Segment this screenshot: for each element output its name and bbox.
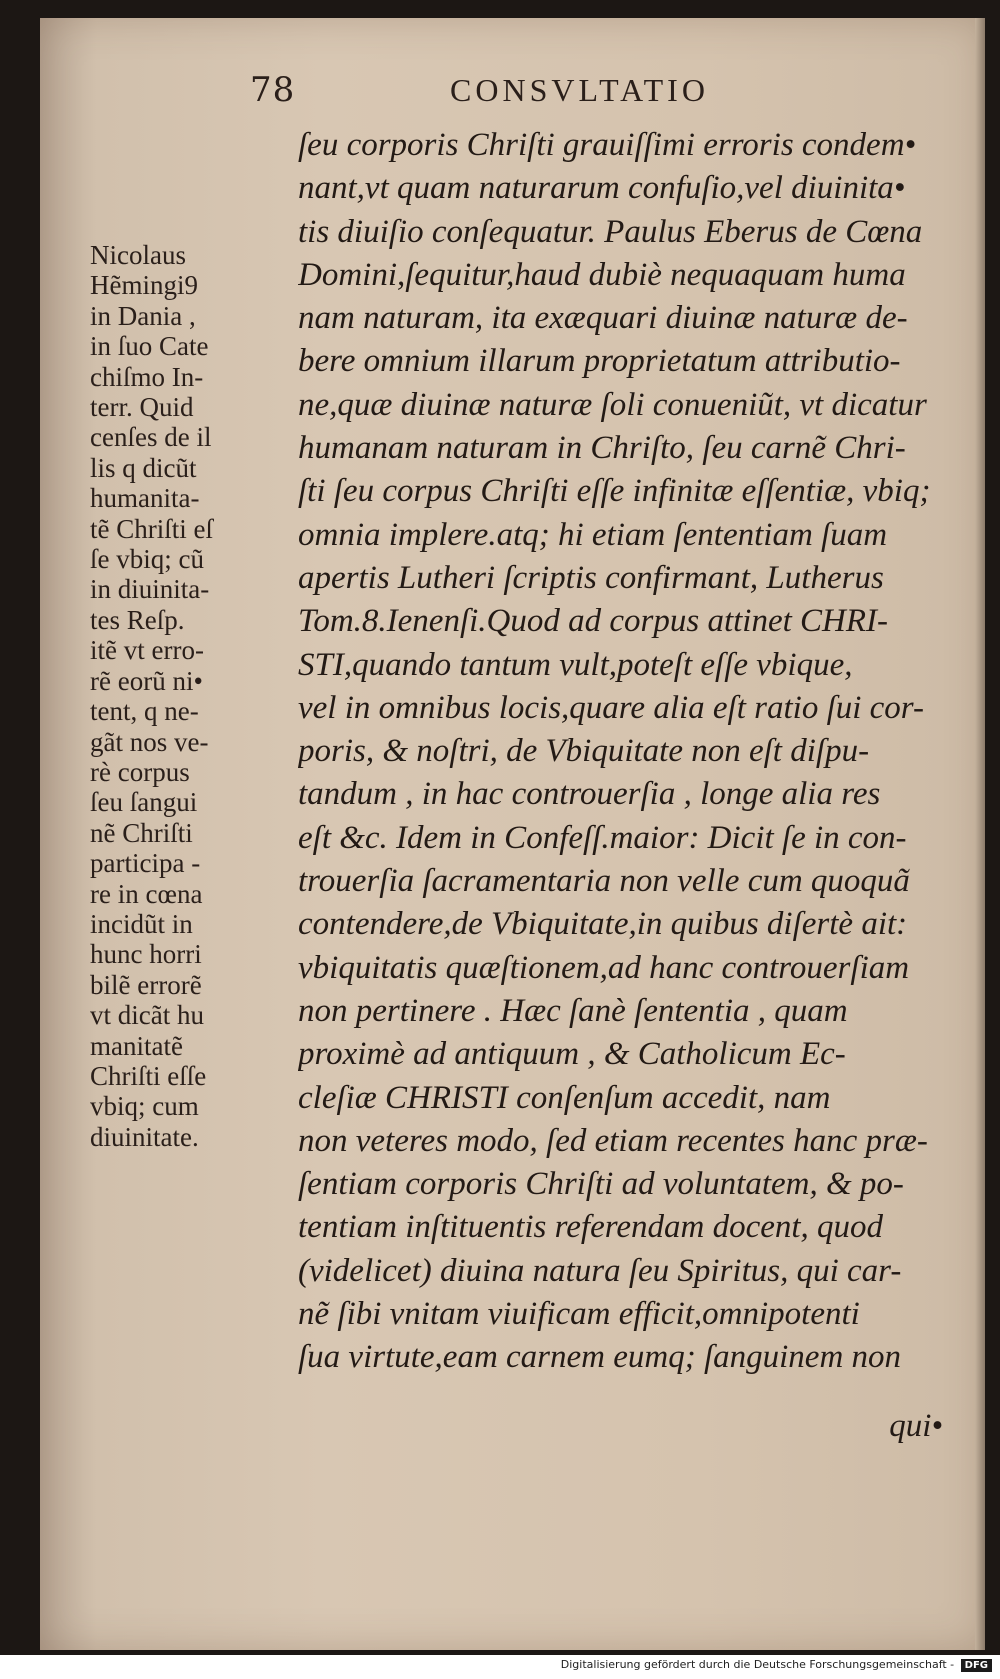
dfg-logo: DFG	[961, 1659, 992, 1672]
margin-note-line: gãt nos ve-	[90, 726, 209, 757]
book-page	[40, 18, 985, 1650]
body-text-line: Tom.8.Ienenſi.Quod ad corpus attinet CHRI-	[298, 603, 888, 640]
body-text-line: tentiam inſtituentis referendam docent, quod	[298, 1209, 884, 1246]
body-text-line: ſeu corporis Chriſti grauiſſimi erroris condem•	[298, 127, 917, 163]
page-number: 78	[250, 70, 296, 110]
body-text-line: nẽ ſibi vnitam viuificam efficit,omnipotenti	[298, 1296, 860, 1333]
margin-note-line: tent, q ne-	[90, 696, 199, 727]
body-text-line: STI,quando tantum vult,poteſt eſſe vbique,	[298, 646, 853, 683]
margin-note-line: tẽ Chriſti eſ	[90, 513, 213, 544]
body-text-line: Domini,ſequitur,haud dubiè nequaquam huma	[298, 256, 906, 293]
body-text-line: tis diuiſio conſequatur. Paulus Eberus de Cœna	[298, 213, 923, 250]
body-text-line: ne,quæ diuinæ naturæ ſoli conueniũt, vt dicatur	[298, 386, 927, 423]
body-text-line: ſua virtute,eam carnem eumq; ſanguinem non	[298, 1339, 902, 1376]
margin-note-line: Chriſti eſſe	[90, 1060, 207, 1091]
margin-note-line: lis q dicũt	[90, 452, 197, 483]
margin-note-line: vbiq; cum	[90, 1091, 199, 1122]
body-text-line: tandum , in hac controuerſia , longe alia res	[298, 776, 881, 813]
margin-note-line: vt dicãt hu	[90, 1000, 204, 1031]
margin-note-line: incidũt in	[90, 908, 193, 939]
body-text-line: trouerſia ſacramentaria non velle cum quoquã	[298, 863, 910, 900]
margin-note-line: Hẽmingi9	[90, 270, 198, 301]
body-text-line: contendere,de Vbiquitate,in quibus diſertè ait:	[298, 906, 908, 943]
body-text-line: proximè ad antiquum , & Catholicum Ec-	[298, 1036, 846, 1073]
body-text-line: non pertinere . Hæc ſanè ſententia , quam	[298, 992, 848, 1029]
body-text-line: ſentiam corporis Chriſti ad voluntatem, & po-	[298, 1166, 904, 1203]
margin-note-line: humanita-	[90, 483, 200, 514]
body-text-line: ſti ſeu corpus Chriſti eſſe infinitæ eſſentiæ, vbiq;	[298, 473, 931, 510]
margin-note-line: rè corpus	[90, 756, 190, 787]
body-text-line: omnia implere.atq; hi etiam ſententiam ſuam	[298, 516, 888, 553]
body-text-line: eſt &c. Idem in Confeſſ.maior: Dicit ſe in con-	[298, 819, 907, 856]
body-text-line: nant,vt quam naturarum confuſio,vel diuinita•	[298, 170, 906, 207]
margin-note-line: manitatẽ	[90, 1030, 183, 1061]
margin-note-line: cenſes de il	[90, 422, 212, 453]
body-text-line: humanam naturam in Chriſto, ſeu carnẽ Chri-	[298, 430, 906, 467]
margin-note-line: tes Reſp.	[90, 604, 185, 635]
margin-note-line: ſe vbiq; cũ	[90, 544, 204, 575]
margin-note-line: rẽ eorũ ni•	[90, 665, 203, 696]
margin-note-line: itẽ vt erro-	[90, 635, 204, 666]
margin-note	[90, 240, 295, 1152]
margin-note-line: re in cœna	[90, 878, 203, 909]
body-text-line: poris, & noſtri, de Vbiquitate non eſt diſpu-	[298, 733, 870, 770]
body-text-line: vel in omnibus locis,quare alia eſt ratio ſui cor-	[298, 689, 924, 726]
header-title: CONSVLTATIO	[450, 72, 709, 108]
catchword: qui•	[889, 1408, 943, 1444]
footer-credit	[0, 1658, 992, 1676]
body-text-line: bere omnium illarum proprietatum attributio-	[298, 343, 901, 380]
body-text-line: nam naturam, ita exæquari diuinæ naturæ de-	[298, 300, 908, 337]
margin-note-line: bilẽ errorẽ	[90, 969, 202, 1000]
margin-note-line: hunc horri	[90, 939, 202, 970]
body-text-line: non veteres modo, ſed etiam recentes hanc præ-	[298, 1122, 928, 1159]
body-text-line: apertis Lutheri ſcriptis confirmant, Lutherus	[298, 559, 884, 596]
margin-note-line: terr. Quid	[90, 392, 194, 423]
margin-note-line: in Dania ,	[90, 300, 196, 331]
margin-note-line: Nicolaus	[90, 240, 186, 270]
footer-credit-text: Digitalisierung gefördert durch die Deutsche Forschungsgemeinschaft -	[560, 1658, 955, 1671]
running-head	[40, 70, 985, 110]
margin-note-line: in ſuo Cate	[90, 331, 209, 362]
margin-note-line: diuinitate.	[90, 1121, 199, 1152]
margin-note-line: nẽ Chriſti	[90, 817, 193, 848]
body-text-line: (videlicet) diuina natura ſeu Spiritus, qui car-	[298, 1252, 902, 1289]
margin-note-line: chiſmo In-	[90, 361, 204, 392]
body-text-line: cleſiæ CHRISTI conſenſum accedit, nam	[298, 1079, 831, 1116]
margin-note-line: participa -	[90, 848, 201, 879]
body-text	[298, 124, 978, 1380]
body-text-line: vbiquitatis quæſtionem,ad hanc controuerſiam	[298, 949, 910, 986]
margin-note-line: in diuinita-	[90, 574, 210, 605]
margin-note-line: ſeu ſangui	[90, 787, 198, 818]
